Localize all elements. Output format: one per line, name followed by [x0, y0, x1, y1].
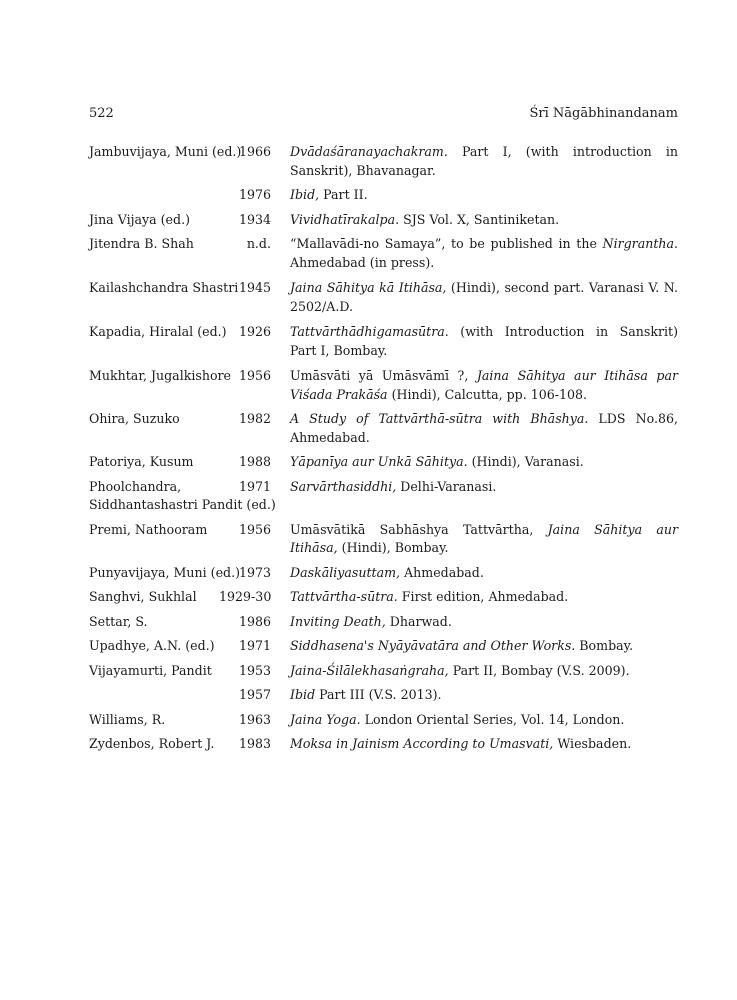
bibliography-entry [89, 735, 678, 754]
bibliography-list [89, 143, 678, 760]
entry-details: (Hindi), Varanasi. [467, 454, 584, 469]
entry-title: Jaina Yoga. [290, 711, 361, 727]
entry-work [290, 637, 678, 656]
entry-author: Kapadia, Hiralal (ed.) [89, 324, 227, 339]
entry-year: 1971 [238, 478, 271, 494]
entry-work [290, 367, 678, 404]
entry-details: (Hindi), second part. Varanasi V. N. 2502/A.D. [290, 280, 678, 314]
entry-prefix: Umāsvātikā Sabhāshya Tattvārtha, [290, 521, 548, 537]
entry-year: 1956 [238, 368, 271, 383]
entry-details: London Oriental Series, Vol. 14, London. [360, 711, 625, 727]
entry-work [290, 279, 678, 316]
entry-year: 1953 [238, 662, 271, 678]
entry-prefix: Umāsvāti yā Umāsvāmī ?, [290, 368, 477, 383]
entry-year: 1986 [238, 613, 271, 629]
entry-details: Bombay. [575, 638, 634, 653]
entry-title: Jaina-Śilālekhasaṅgraha, [290, 662, 449, 678]
bibliography-entry [89, 186, 678, 205]
entry-year: 1966 [238, 144, 271, 159]
entry-author-continued: Siddhantashastri Pandit (ed.) [89, 497, 276, 512]
entry-work [290, 410, 678, 447]
entry-year: n.d. [246, 236, 271, 251]
bibliography-entry [89, 143, 678, 180]
entry-author: Jambuvijaya, Muni (ed.) [89, 144, 242, 159]
entry-work [290, 235, 678, 272]
entry-details: Part II, Bombay (V.S. 2009). [448, 662, 630, 678]
entry-year: 1976 [238, 187, 271, 202]
entry-title: Jaina Sāhitya aur Itihāsa, [290, 521, 678, 555]
entry-year: 1982 [238, 411, 271, 426]
entry-author: Zydenbos, Robert J. [89, 736, 215, 751]
entry-year: 1988 [238, 454, 271, 469]
bibliography-entry [89, 453, 678, 472]
entry-author: Jina Vijaya (ed.) [89, 211, 190, 227]
bibliography-entry [89, 613, 678, 632]
entry-work [290, 143, 678, 180]
bibliography-entry [89, 478, 678, 515]
entry-year: 1971 [238, 638, 271, 653]
entry-title: Daskāliyasuttam, [290, 564, 401, 580]
entry-work [290, 478, 678, 497]
entry-title: Dvādaśāranayachakram. [290, 144, 448, 159]
entry-work [290, 186, 678, 205]
entry-title: Moksa in Jainism According to Umasvati, [290, 736, 554, 751]
entry-title: Siddhasena's Nyāyāvatāra and Other Works. [290, 638, 576, 653]
entry-year: 1945 [238, 280, 271, 295]
entry-details: Part II. [319, 187, 368, 202]
entry-year: 1934 [238, 211, 271, 227]
bibliography-entry [89, 235, 678, 272]
entry-title: Tattvārtha-sūtra. [290, 589, 398, 604]
entry-title: Nirgrantha. [602, 236, 678, 251]
entry-details: Ahmedabad. [400, 564, 484, 580]
running-title: Śrī Nāgābhinandanam [529, 106, 678, 121]
entry-work [290, 453, 678, 472]
entry-prefix: “Mallavādi-no Samaya”, to be published in the [290, 236, 603, 251]
entry-details: LDS No.86, Ahmedabad. [290, 411, 678, 445]
entry-work [290, 735, 678, 754]
entry-year: 1929-30 [219, 589, 272, 604]
entry-author: Williams, R. [89, 711, 166, 727]
entry-work [290, 686, 678, 705]
entry-year: 1973 [238, 564, 271, 580]
bibliography-entry [89, 662, 678, 681]
entry-details: (Hindi), Bombay. [337, 540, 449, 555]
entry-details: First edition, Ahmedabad. [397, 589, 569, 604]
bibliography-entry [89, 637, 678, 656]
entry-author: Patoriya, Kusum [89, 454, 194, 469]
entry-author: Vijayamurti, Pandit [89, 662, 212, 678]
entry-work [290, 613, 678, 632]
bibliography-entry [89, 410, 678, 447]
entry-year: 1983 [238, 736, 271, 751]
entry-work [290, 662, 678, 681]
bibliography-entry [89, 588, 678, 607]
entry-title: Ibid, [290, 187, 320, 202]
entry-work [290, 711, 678, 730]
bibliography-entry [89, 564, 678, 583]
bibliography-entry [89, 279, 678, 316]
entry-author: Jitendra B. Shah [89, 236, 194, 251]
entry-details: Part I, (with introduction in Sanskrit), Bhavanagar. [290, 144, 678, 178]
entry-title: Sarvārthasiddhi, [290, 478, 397, 494]
entry-work [290, 564, 678, 583]
entry-title: Ibid [290, 687, 316, 702]
entry-year: 1957 [238, 687, 271, 702]
entry-work [290, 521, 678, 558]
entry-details: (Hindi), Calcutta, pp. 106-108. [387, 386, 588, 402]
entry-author: Phoolchandra, [89, 478, 182, 494]
bibliography-entry [89, 211, 678, 230]
entry-author: Kailashchandra Shastri [89, 280, 239, 295]
entry-title: Yāpanīya aur Unkā Sāhitya. [290, 454, 468, 469]
entry-details: Delhi-Varanasi. [396, 478, 497, 494]
entry-details: Wiesbaden. [553, 736, 632, 751]
entry-details: SJS Vol. X, Santiniketan. [399, 211, 560, 227]
bibliography-entry [89, 521, 678, 558]
page-header [89, 106, 678, 126]
entry-title: Tattvārthādhigamasūtra. [290, 324, 449, 339]
bibliography-entry [89, 711, 678, 730]
entry-author: Mukhtar, Jugalkishore [89, 368, 232, 383]
entry-author: Premi, Nathooram [89, 521, 208, 537]
entry-author: Ohira, Suzuko [89, 411, 180, 426]
page-number: 522 [89, 106, 114, 121]
entry-work [290, 323, 678, 360]
bibliography-entry [89, 323, 678, 360]
entry-author: Sanghvi, Sukhlal [89, 589, 197, 604]
entry-year: 1956 [238, 521, 271, 537]
entry-title: Jaina Sāhitya kā Itihāsa, [290, 280, 447, 295]
entry-title: Inviting Death, [290, 613, 386, 629]
entry-year: 1926 [238, 324, 271, 339]
entry-details: Dharwad. [385, 613, 452, 629]
entry-details: Part III (V.S. 2013). [315, 687, 442, 702]
entry-author: Upadhye, A.N. (ed.) [89, 638, 215, 653]
entry-title: Vividhatīrakalpa. [290, 211, 400, 227]
entry-work [290, 211, 678, 230]
entry-title: Jaina Sāhitya aur Itihāsa par Viśada Prakāśa [290, 368, 678, 402]
entry-author: Settar, S. [89, 613, 148, 629]
entry-title: A Study of Tattvārthā-sūtra with Bhāshya. [290, 411, 589, 426]
entry-work [290, 588, 678, 607]
entry-year: 1963 [238, 711, 271, 727]
entry-author: Punyavijaya, Muni (ed.) [89, 564, 240, 580]
bibliography-entry [89, 686, 678, 705]
entry-details: (with Introduction in Sanskrit) Part I, Bombay. [290, 324, 678, 358]
entry-details: Ahmedabad (in press). [290, 254, 435, 270]
bibliography-entry [89, 367, 678, 404]
